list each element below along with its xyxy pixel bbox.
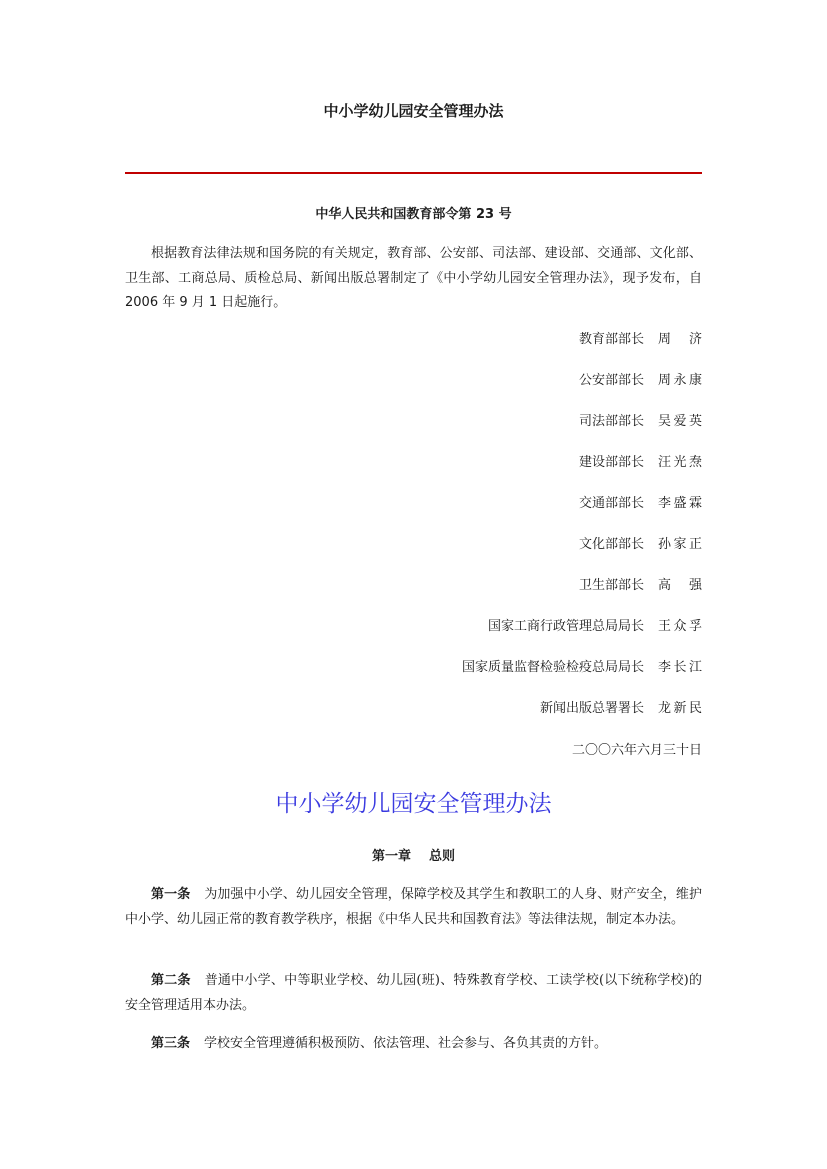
article-text: 普通中小学、中等职业学校、幼儿园(班)、特殊教育学校、工读学校(以下统称学校)的安全管理适用本办法。 bbox=[125, 973, 702, 1013]
signer-role: 交通部部长 bbox=[578, 496, 644, 511]
signer-role: 公安部部长 bbox=[578, 373, 644, 388]
signer-row bbox=[125, 657, 702, 698]
chapter-title: 总则 bbox=[429, 849, 456, 864]
signer-name: 龙新民 bbox=[658, 701, 702, 716]
signer-row bbox=[125, 534, 702, 575]
regulation-title: 中小学幼儿园安全管理办法 bbox=[275, 791, 552, 817]
signer-role: 建设部部长 bbox=[578, 455, 644, 470]
signer-row bbox=[125, 370, 702, 411]
signer-role: 司法部部长 bbox=[578, 414, 644, 429]
signers-list bbox=[125, 329, 702, 739]
article bbox=[125, 1032, 702, 1057]
document-title: 中小学幼儿园安全管理办法 bbox=[323, 102, 504, 120]
signer-row bbox=[125, 411, 702, 452]
signer-role: 教育部部长 bbox=[578, 332, 644, 347]
article bbox=[125, 883, 702, 932]
article bbox=[125, 969, 702, 1018]
signer-name: 王众孚 bbox=[658, 619, 702, 634]
signer-name: 李长江 bbox=[658, 660, 702, 675]
signer-row bbox=[125, 329, 702, 370]
signer-name: 高强 bbox=[658, 578, 702, 593]
article-number: 第三条 bbox=[151, 1036, 191, 1051]
signer-name: 周永康 bbox=[658, 373, 702, 388]
signer-name: 孙家正 bbox=[658, 537, 702, 552]
signer-row bbox=[125, 575, 702, 616]
signer-name: 吴爱英 bbox=[658, 414, 702, 429]
article-text: 学校安全管理遵循积极预防、依法管理、社会参与、各负其责的方针。 bbox=[204, 1036, 608, 1051]
signer-row bbox=[125, 452, 702, 493]
signer-row bbox=[125, 698, 702, 739]
signer-role: 文化部部长 bbox=[578, 537, 644, 552]
signer-row bbox=[125, 616, 702, 657]
signer-name: 李盛霖 bbox=[658, 496, 702, 511]
chapter-number: 第一章 bbox=[371, 849, 411, 864]
red-divider bbox=[125, 172, 702, 174]
article-number: 第二条 bbox=[151, 973, 191, 988]
article-text: 为加强中小学、幼儿园安全管理，保障学校及其学生和教职工的人身、财产安全，维护中小学、幼儿园正常的教育教学秩序，根据《中华人民共和国教育法》等法律法规，制定本办法。 bbox=[125, 887, 702, 927]
signer-row bbox=[125, 493, 702, 534]
signer-role: 卫生部部长 bbox=[578, 578, 644, 593]
signer-role: 国家工商行政管理总局局长 bbox=[487, 619, 644, 634]
signer-name: 周济 bbox=[658, 332, 702, 347]
signer-role: 国家质量监督检验检疫总局局长 bbox=[461, 660, 644, 675]
issue-date: 二〇〇六年六月三十日 bbox=[571, 743, 702, 758]
chapter-heading bbox=[125, 846, 702, 868]
signer-role: 新闻出版总署署长 bbox=[539, 701, 644, 716]
order-number: 中华人民共和国教育部令第 23 号 bbox=[315, 207, 512, 222]
article-number: 第一条 bbox=[151, 887, 191, 902]
intro-paragraph: 根据教育法律法规和国务院的有关规定，教育部、公安部、司法部、建设部、交通部、文化部、卫生部、工商总局、质检总局、新闻出版总署制定了《中小学幼儿园安全管理办法》，现予发布，自 2006 年 9 月 1 日起施行。 bbox=[125, 246, 702, 310]
signer-name: 汪光焘 bbox=[658, 455, 702, 470]
